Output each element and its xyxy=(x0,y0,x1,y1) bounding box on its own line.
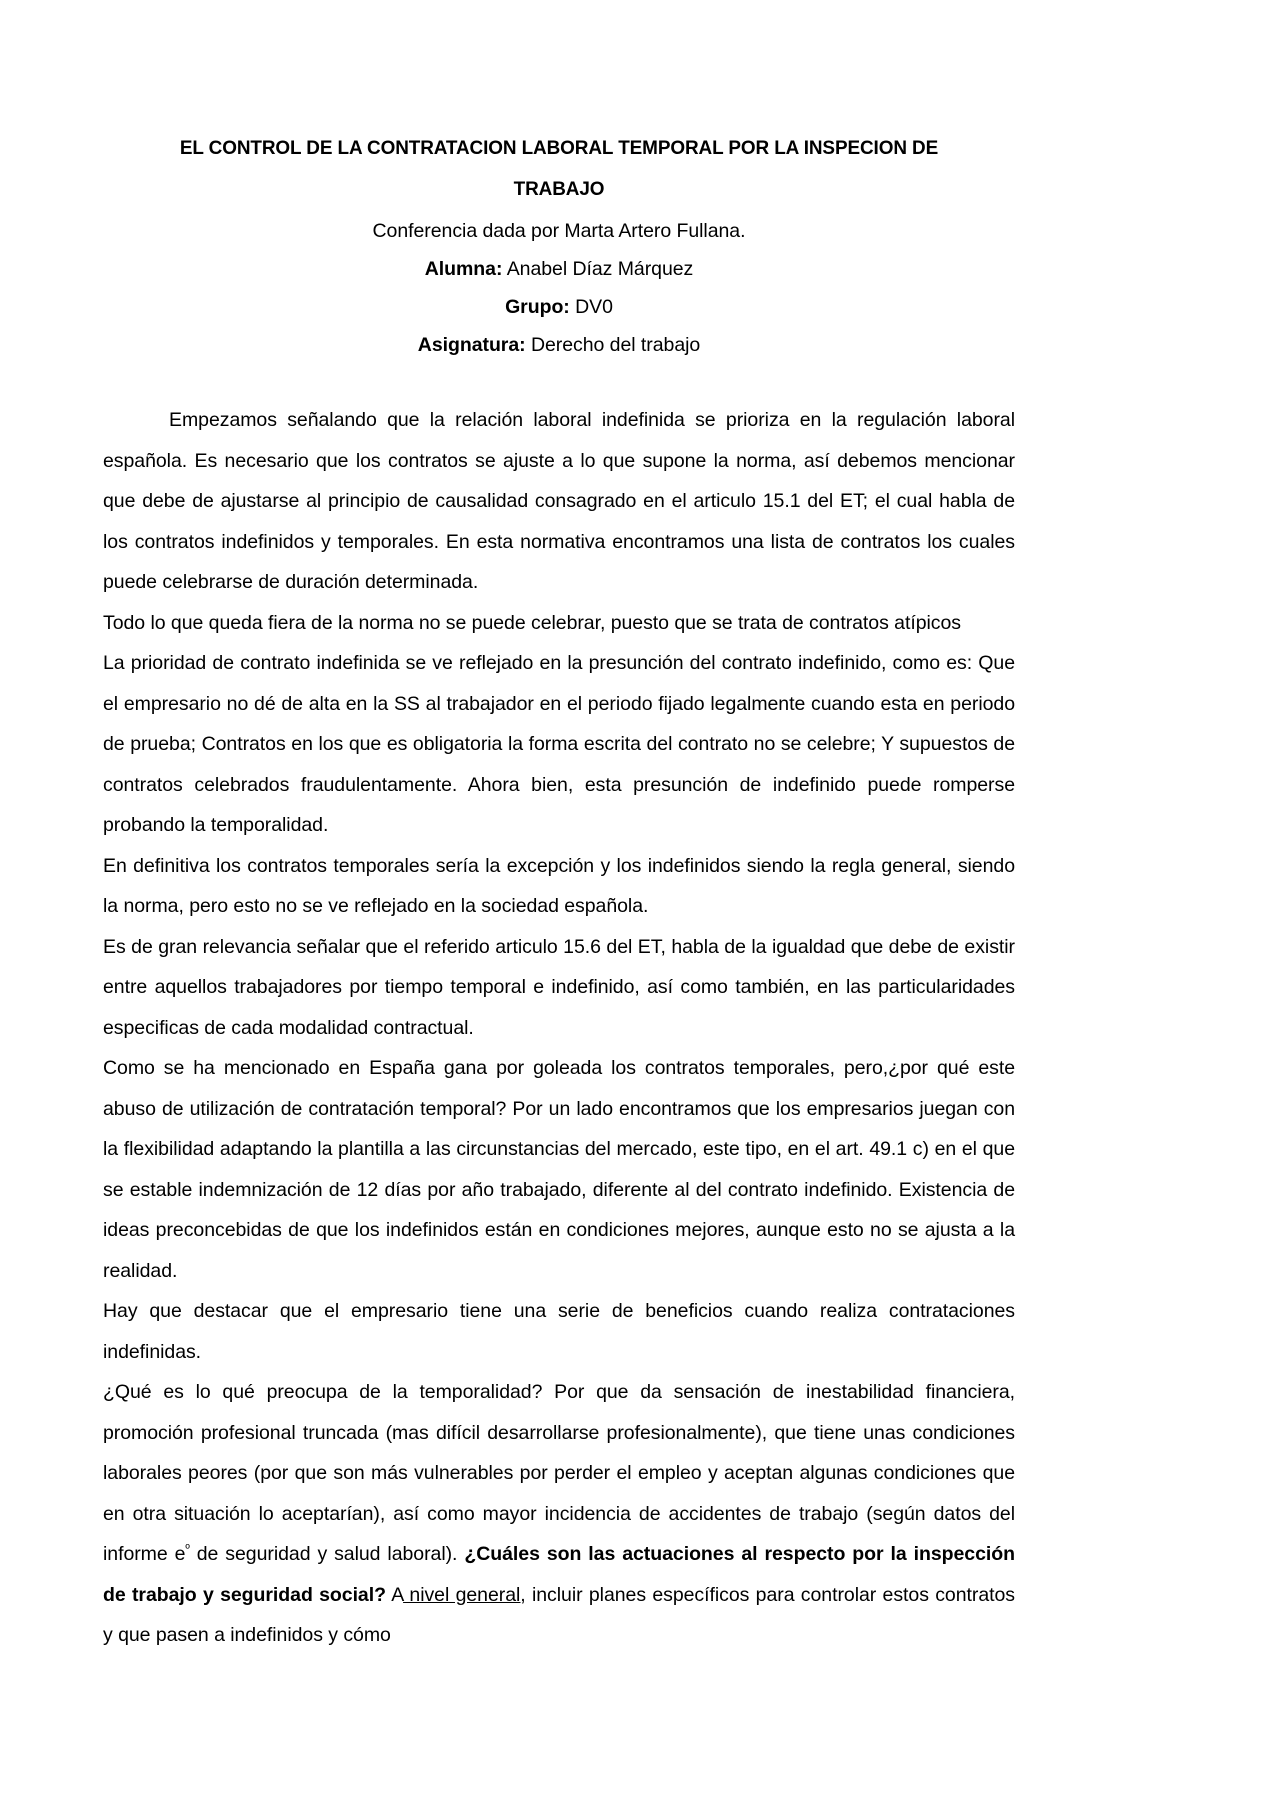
paragraph-5: Es de gran relevancia señalar que el referido articulo 15.6 del ET, habla de la igualdad que debe de existir entre aquellos trabajadores por tiempo temporal e indefinido, así como también, en las particularidades especificas de cada modalidad contractual. xyxy=(103,935,1015,1039)
paragraph-1: Empezamos señalando que la relación laboral indefinida se prioriza en la regulación laboral española. Es necesario que los contratos se ajuste a lo que supone la norma, así debemos mencionar que debe de ajustarse al principio de causalidad consagrado en el articulo 15.1 del ET; el cual habla de los contratos indefinidos y temporales. En esta normativa encontramos una lista de contratos los cuales puede celebrarse de duración determinada. xyxy=(103,409,1015,593)
paragraph-7: Hay que destacar que el empresario tiene una serie de beneficios cuando realiza contrataciones indefinidas. xyxy=(103,1300,1015,1363)
document-body xyxy=(103,128,1015,1656)
meta-alumna-value: Anabel Díaz Márquez xyxy=(506,258,694,280)
meta-asignatura-label: Asignatura: xyxy=(417,334,526,356)
meta-asignatura xyxy=(103,326,1015,364)
paragraph-6: Como se ha mencionado en España gana por goleada los contratos temporales, pero,¿por qué este abuso de utilización de contratación temporal? Por un lado encontramos que los empresarios juegan con la flexibilidad adaptando la plantilla a las circunstancias del mercado, este tipo, en el art. 49.1 c) en el que se estable indemnización de 12 días por año trabajado, diferente al del contrato indefinido. Existencia de ideas preconcebidas de que los indefinidos están en condiciones mejores, aunque esto no se ajusta a la realidad. xyxy=(103,1057,1015,1282)
page-title: EL CONTROL DE LA CONTRATACION LABORAL TEMPORAL POR LA INSPECION DE TRABAJO xyxy=(179,137,939,200)
paragraph-2: Todo lo que queda fiera de la norma no se puede celebrar, puesto que se trata de contratos atípicos xyxy=(103,611,961,634)
meta-grupo-value: DV0 xyxy=(575,296,613,318)
paragraph-8-bold-question: ¿Cuáles son las actuaciones al respecto por la inspección de trabajo y seguridad social? xyxy=(103,1543,1015,1606)
meta-grupo-label: Grupo: xyxy=(505,296,570,318)
paragraph-3: La prioridad de contrato indefinida se ve reflejado en la presunción del contrato indefinido, como es: Que el empresario no dé de alta en la SS al trabajador en el periodo fijado legalmente cuando esta en periodo de prueba; Contratos en los que es obligatoria la forma escrita del contrato no se celebre; Y supuestos de contratos celebrados fraudulentamente. Ahora bien, esta presunción de indefinido puede romperse probando la temporalidad. xyxy=(103,652,1015,836)
meta-asignatura-value: Derecho del trabajo xyxy=(530,334,701,356)
paragraph-8 xyxy=(103,1372,1015,1656)
paragraph-8-text-mid: de seguridad y salud laboral). xyxy=(189,1543,465,1565)
paragraph-8-text-end: incluir planes específicos para controlar estos contratos y que pasen a indefinidos y cómo xyxy=(103,1583,1015,1646)
conference-credit-line: Conferencia dada por Marta Artero Fullana. xyxy=(372,220,746,242)
paragraph-4: En definitiva los contratos temporales sería la excepción y los indefinidos siendo la regla general, siendo la norma, pero esto no se ve reflejado en la sociedad española. xyxy=(103,854,1015,917)
title-body-spacer xyxy=(103,364,1015,400)
meta-grupo xyxy=(103,288,1015,326)
meta-alumna xyxy=(103,250,1015,288)
paragraph-8-text-start: ¿Qué es lo qué preocupa de la temporalidad? Por que da sensación de inestabilidad financiera, promoción profesional truncada (mas difícil desarrollarse profesionalmente), que tiene unas condiciones laborales peores (por que son más vulnerables por perder el empleo y aceptan algunas condiciones que en otra situación lo aceptarían), así como mayor incidencia de accidentes de trabajo (según datos del informe e xyxy=(103,1381,1015,1565)
superscript-degree-symbol: º xyxy=(185,1541,190,1556)
paragraph-8-underlined-phrase: nivel general, xyxy=(403,1583,526,1606)
paragraph-8-text-a: A xyxy=(385,1583,404,1606)
meta-alumna-label: Alumna: xyxy=(424,258,503,280)
